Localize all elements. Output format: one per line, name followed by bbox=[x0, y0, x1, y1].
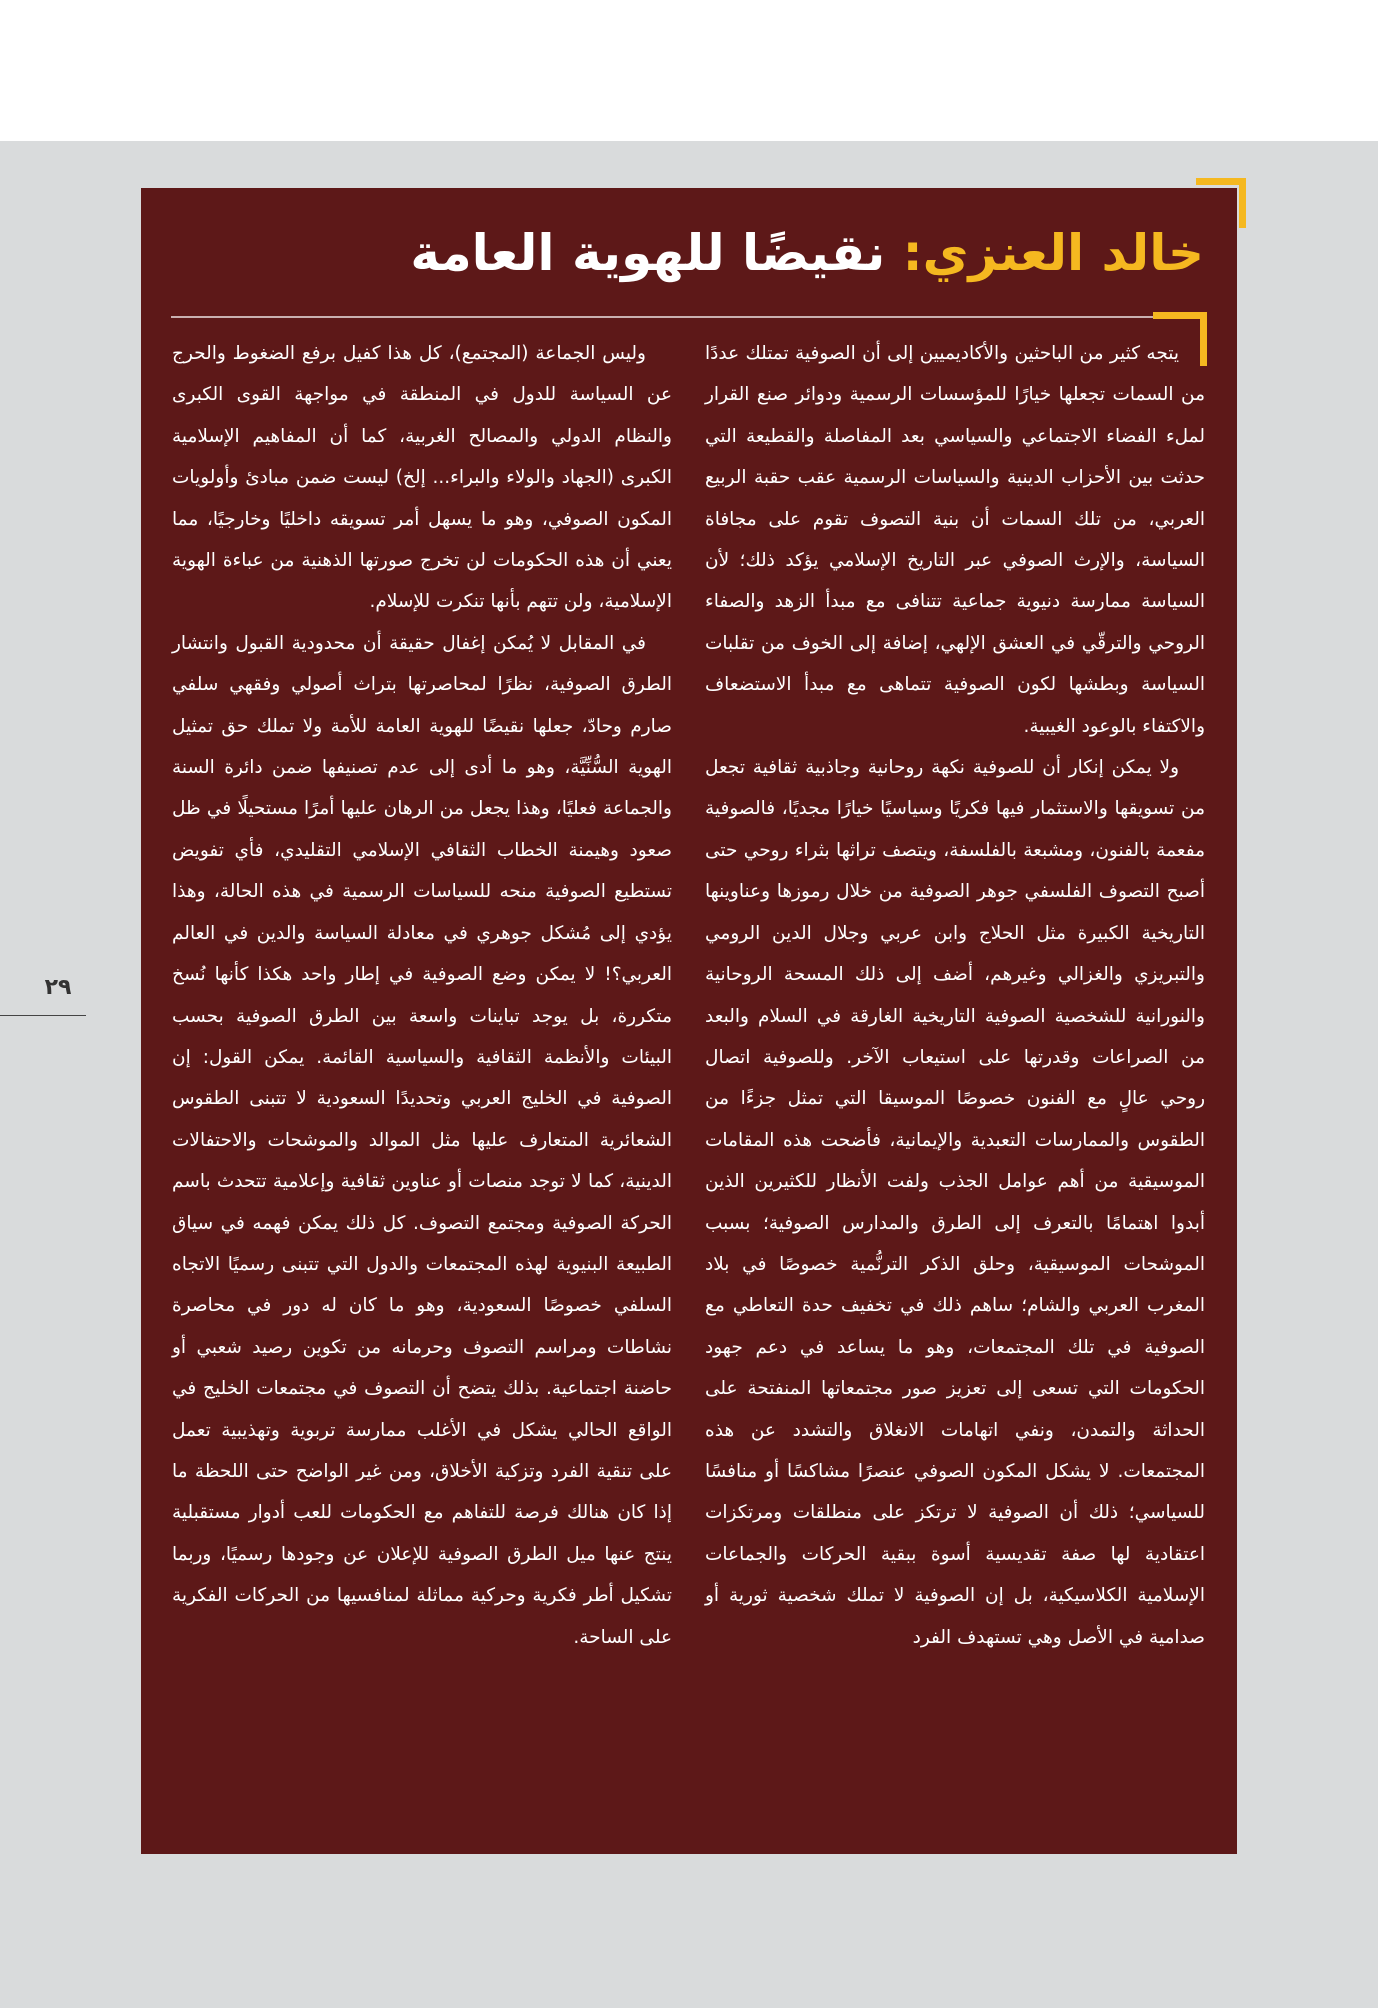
paragraph: وليس الجماعة (المجتمع)، كل هذا كفيل برفع الضغوط والحرج عن السياسة للدول في المنطقة في مواجهة القوى الكبرى والنظام الدولي والمصالح الغربية، كما أن المفاهيم الإسلامية الكبرى (الجهاد والولاء والبراء... إلخ) ليست ضمن مبادئ وأولويات المكون الصوفي، وهو ما يسهل أمر تسويقه داخليًا وخارجيًا، مما يعني أن هذه الحكومات لن تخرج صورتها الذهنية من عباءة الهوية الإسلامية، ولن تتهم بأنها تنكرت للإسلام. bbox=[172, 343, 672, 613]
page-number-line bbox=[0, 1015, 86, 1016]
article-title bbox=[184, 220, 1204, 286]
paragraph: في المقابل لا يُمكن إغفال حقيقة أن محدودية القبول وانتشار الطرق الصوفية، نظرًا لمحاصرتها بتراث أصولي وفقهي سلفي صارم وحادّ، جعلها نقيضًا للهوية العامة للأمة ولا تملك حق تمثيل الهوية السُّنِّيَّة، وهو ما أدى إلى عدم تصنيفها ضمن دائرة السنة والجماعة فعليًا، وهذا يجعل من الرهان عليها أمرًا مستحيلًا في ظل صعود وهيمنة الخطاب الثقافي الإسلامي التقليدي، فأي تفويض تستطيع الصوفية منحه للسياسات الرسمية في هذه الحالة، وهذا يؤدي إلى مُشكل جوهري في معادلة السياسة والدين في العالم العربي؟! لا يمكن وضع الصوفية في إطار واحد هكذا كأنها نُسخ متكررة، بل يوجد تباينات واسعة بين الطرق الصوفية بحسب البيئات والأنظمة الثقافية والسياسية القائمة. يمكن القول: إن الصوفية في الخليج العربي وتحديدًا السعودية لا تتبنى الطقوس الشعائرية المتعارف عليها مثل الموالد والموشحات والاحتفالات الدينية، كما لا توجد منصات أو عناوين ثقافية وإعلامية تتحدث باسم الحركة الصوفية ومجتمع التصوف. كل ذلك يمكن فهمه في سياق الطبيعة البنيوية لهذه المجتمعات والدول التي تتبنى رسميًا الاتجاه السلفي خصوصًا السعودية، وهو ما كان له دور في محاصرة نشاطات ومراسم التصوف وحرمانه من تكوين رصيد شعبي أو حاضنة اجتماعية. بذلك يتضح أن التصوف في مجتمعات الخليج في الواقع الحالي يشكل في الأغلب ممارسة تربوية وتهذيبية تعمل على تنقية الفرد وتزكية الأخلاق، ومن غير الواضح حتى اللحظة ما إذا كان هنالك فرصة للتفاهم مع الحكومات للعب أدوار مستقبلية ينتج عنها ميل الطرق الصوفية للإعلان عن وجودها رسميًا، وربما تشكيل أطر فكرية وحركية مماثلة لمنافسيها من الحركات الفكرية على الساحة. bbox=[172, 632, 672, 1648]
paragraph: يتجه كثير من الباحثين والأكاديميين إلى أن الصوفية تمتلك عددًا من السمات تجعلها خيارًا للمؤسسات الرسمية ودوائر صنع القرار لملء الفضاء الاجتماعي والسياسي بعد المفاصلة والقطيعة التي حدثت بين الأحزاب الدينية والسياسات الرسمية عقب حقبة الربيع العربي، من تلك السمات أن بنية التصوف تقوم على مجافاة السياسة، والإرث الصوفي عبر التاريخ الإسلامي يؤكد ذلك؛ لأن السياسة ممارسة دنيوية جماعية تتنافى مع مبدأ الزهد والصفاء الروحي والترقّي في العشق الإلهي، إضافة إلى الخوف من تقلبات السياسة وبطشها لكون الصوفية تتماهى مع مبدأ الاستضعاف والاكتفاء بالوعود الغيبية. bbox=[705, 343, 1205, 737]
article-column-right bbox=[705, 333, 1205, 1833]
page-number: ٢٩ bbox=[44, 975, 72, 1000]
article-title-main: نقيضًا للهوية العامة bbox=[410, 224, 886, 282]
paragraph: ولا يمكن إنكار أن للصوفية نكهة روحانية وجاذبية ثقافية تجعل من تسويقها والاستثمار فيها فكريًا وسياسيًا خيارًا مجديًا، فالصوفية مفعمة بالفنون، ومشبعة بالفلسفة، ويتصف تراثها بثراء روحي حتى أصبح التصوف الفلسفي جوهر الصوفية من خلال رموزها وعناوينها التاريخية الكبيرة مثل الحلاج وابن عربي وجلال الدين الرومي والتبريزي والغزالي وغيرهم، أضف إلى ذلك المسحة الروحانية والنورانية للشخصية الصوفية التاريخية الغارقة في السلام والبعد من الصراعات وقدرتها على استيعاب الآخر. وللصوفية اتصال روحي عالٍ مع الفنون خصوصًا الموسيقا التي تمثل جزءًا من الطقوس والممارسات التعبدية والإيمانية، فأضحت هذه المقامات الموسيقية من أهم عوامل الجذب ولفت الأنظار للكثيرين الذين أبدوا اهتمامًا بالتعرف إلى الطرق والمدارس الصوفية؛ بسبب الموشحات الموسيقية، وحلق الذكر الترنُّمية خصوصًا في بلاد المغرب العربي والشام؛ ساهم ذلك في تخفيف حدة التعاطي مع الصوفية في تلك المجتمعات، وهو ما يساعد في دعم جهود الحكومات التي تسعى إلى تعزيز صور مجتمعاتها المنفتحة على الحداثة والتمدن، ونفي اتهامات الانغلاق والتشدد عن هذه المجتمعات. لا يشكل المكون الصوفي عنصرًا مشاكسًا أو منافسًا للسياسي؛ ذلك أن الصوفية لا ترتكز على منطلقات ومرتكزات اعتقادية لها صفة تقديسية أسوة ببقية الحركات والجماعات الإسلامية الكلاسيكية، بل إن الصوفية لا تملك شخصية ثورية أو صدامية في الأصل وهي تستهدف الفرد bbox=[705, 757, 1205, 1648]
article-column-left bbox=[172, 333, 672, 1833]
article-title-author: خالد العنزي: bbox=[902, 224, 1204, 282]
title-divider bbox=[171, 316, 1205, 318]
